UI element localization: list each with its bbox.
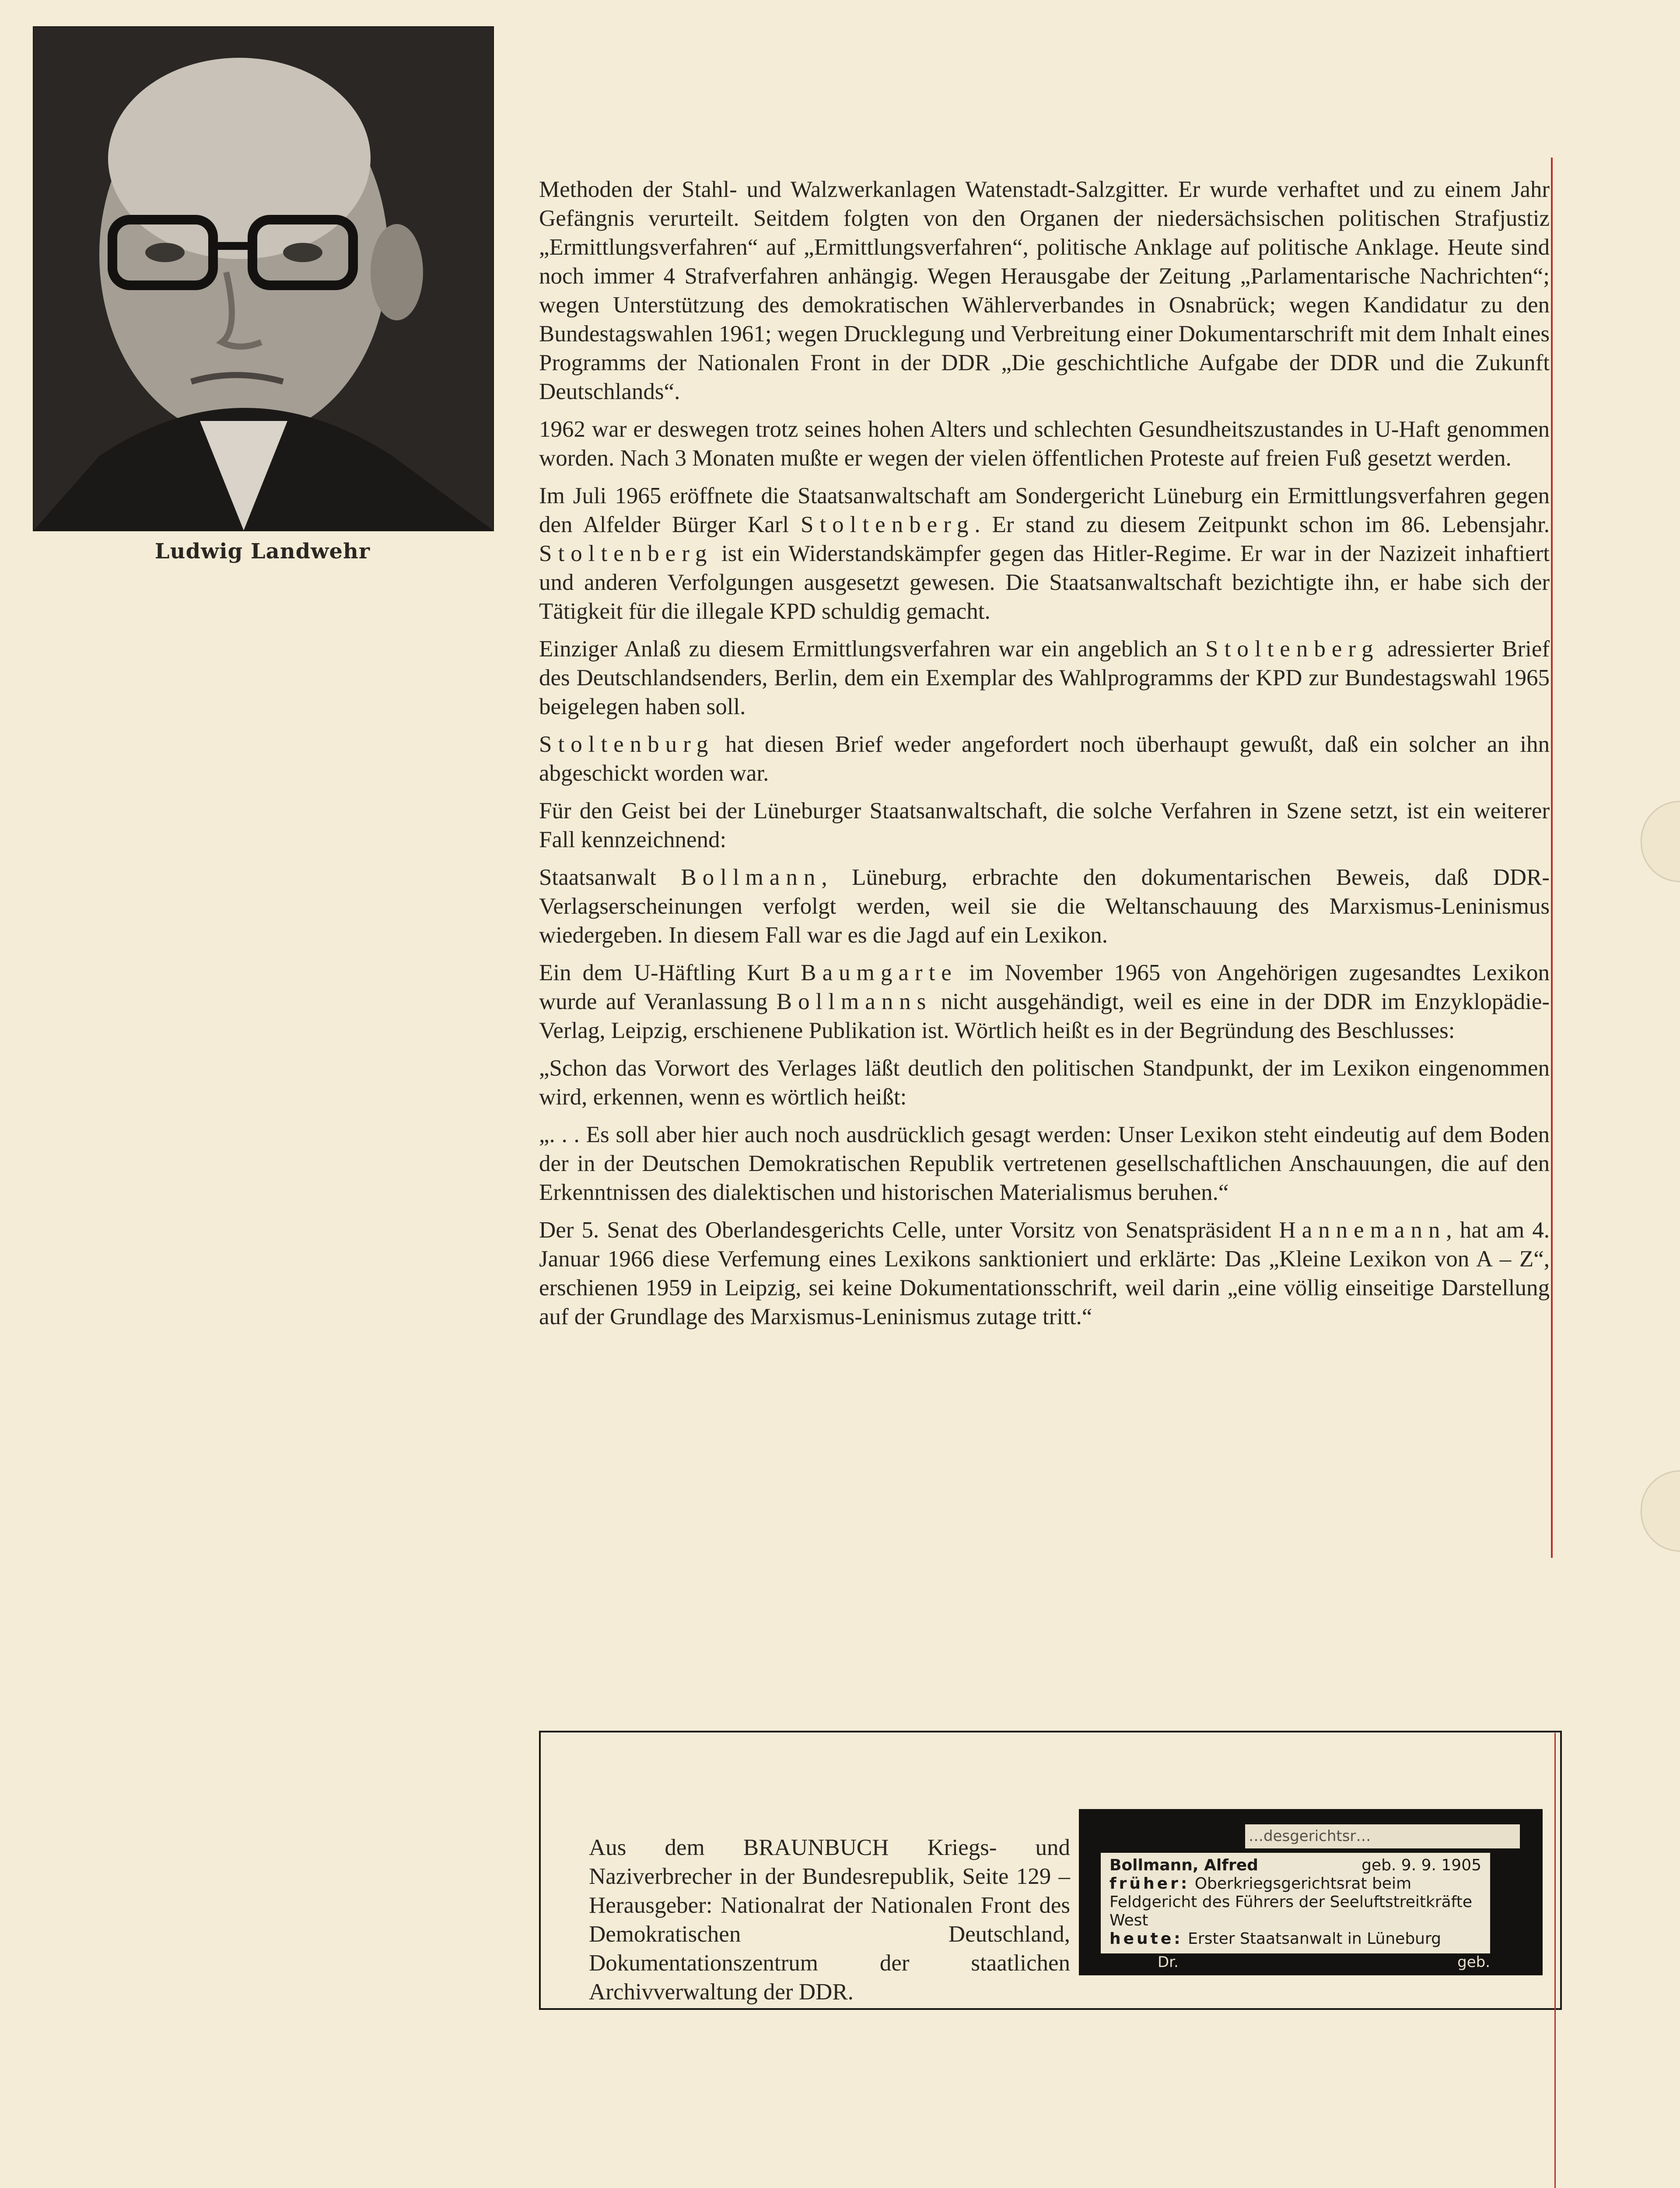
paragraph <box>539 958 1550 1045</box>
text-run: ist ein Widerstandskämpfer gegen das Hitler-Regime. Er war in der Nazizeit inhaftiert und anderen Verfolgungen ausgesetzt gewesen. Die Staatsanwaltschaft bezichtigte ihn, er habe sich der Tätigkeit für die illegale KPD schuldig gemacht. <box>539 541 1550 624</box>
paragraph <box>539 1216 1550 1331</box>
text-run: im November 1965 von Angehörigen zugesandtes Lexikon wurde auf Veranlassung <box>539 960 1550 1014</box>
spaced-name: Baumgarte <box>801 960 958 985</box>
braunbuch-clipping <box>1079 1809 1543 1975</box>
braunbuch-box <box>539 1731 1562 2010</box>
text-run: hat diesen Brief weder angefordert noch überhaupt gewußt, daß ein solcher an ihn abgeschickt worden war. <box>539 732 1550 786</box>
clipping-now-text: Erster Staatsanwalt in Lüneburg <box>1188 1930 1442 1948</box>
clipping-entry <box>1101 1853 1490 1953</box>
spaced-name: Stoltenberg <box>800 512 975 537</box>
text-run: „. . . Es soll aber hier auch noch ausdrücklich gesagt werden: Unser Lexikon steht eindeutig auf dem Boden der in der Deutschen Demokratischen Republik vertretenen gesellschaftlichen Anschauungen, die auf den Erkenntnissen des dialektischen und historischen Materialismus beruhen.“ <box>539 1122 1550 1205</box>
text-run: , hat am 4. Januar 1966 diese Verfemung eines Lexikons sanktioniert und erklärte: Das „Kleine Lexikon von A – Z“, erschienen 1959 in Leipzig, sei keine Dokumentationsschrift, weil darin „eine völlig einseitige Darstellung auf der Grundlage des Marxismus-Leninismus zutage tritt.“ <box>539 1217 1550 1329</box>
text-run: Der 5. Senat des Oberlandesgerichts Celle, unter Vorsitz von Senatspräsident <box>539 1217 1279 1243</box>
paragraph <box>539 415 1550 473</box>
clipping-now-label: heute: <box>1110 1930 1183 1948</box>
paragraph <box>539 1120 1550 1207</box>
spaced-name: Bollmann <box>681 865 822 890</box>
spaced-name: Bollmanns <box>776 989 932 1014</box>
clipping-bottom-fragment <box>1158 1953 1490 1971</box>
punch-hole-lower <box>1641 1470 1680 1552</box>
clipping-bottom-left: Dr. <box>1158 1953 1179 1971</box>
text-run: Im Juli 1965 eröffnete die Staatsanwaltschaft am Sondergericht Lüneburg ein Ermittlungsverfahren gegen den Alfelder Bürger Karl <box>539 483 1550 537</box>
text-run: adressierter Brief des Deutschlandsenders, Berlin, dem ein Exemplar des Wahlprogramms der KPD zur Bundestagswahl 1965 beigelegen haben soll. <box>539 636 1550 719</box>
text-run: Ein dem U-Häftling Kurt <box>539 960 801 985</box>
spaced-name: Hannemann <box>1279 1217 1446 1243</box>
text-run: „Schon das Vorwort des Verlages läßt deutlich den politischen Standpunkt, der im Lexikon eingenommen wird, erkennen, wenn es wörtlich heißt: <box>539 1055 1550 1110</box>
text-run: Methoden der Stahl- und Walzwerkanlagen Watenstadt-Salzgitter. Er wurde verhaftet und zu einem Jahr Gefängnis verurteilt. Seitdem folgten von den Organen der niedersächsischen politischen Strafjustiz „Ermittlungsverfahren“ auf „Ermittlungsverfahren“, politische Anklage auf politische Anklage. Heute sind noch immer 4 Strafverfahren anhängig. Wegen Herausgabe der Zeitung „Parlamentarische Nachrichten“; wegen Unterstützung des demokratischen Wählerverbandes in Osnabrück; wegen Kandidatur zu den Bundestagswahlen 1961; wegen Drucklegung und Verbreitung einer Dokumentarschrift mit dem Inhalt eines Programms der Nationalen Front in der DDR „Die geschichtliche Aufgabe der DDR und die Zukunft Deutschlands“. <box>539 177 1550 404</box>
clipping-bottom-right: geb. <box>1457 1953 1490 1971</box>
paragraph <box>539 730 1550 788</box>
spaced-name: Stoltenburg <box>539 732 714 757</box>
clipping-top-fragment: …desgerichtsr… <box>1245 1824 1520 1848</box>
paragraph <box>539 481 1550 626</box>
punch-hole-upper <box>1641 801 1680 882</box>
box-source-text: Aus dem BRAUNBUCH Kriegs- und Naziverbrecher in der Bundesrepublik, Seite 129 – Herausgeber: Nationalrat der Nationalen Front des Demokratischen Deutschland, Dokumentationszentrum der staatlichen Archivverwaltung der DDR. <box>589 1835 1070 2005</box>
paragraph <box>539 863 1550 950</box>
text-run: 1962 war er deswegen trotz seines hohen Alters und schlechten Gesundheitszustandes in U-Haft genommen worden. Nach 3 Monaten mußte er wegen der vielen öffentlichen Proteste auf freien Fuß gesetzt werden. <box>539 417 1550 471</box>
spaced-name: Stoltenberg <box>539 541 713 566</box>
spaced-name: Stoltenberg <box>1205 636 1379 662</box>
portrait-photo <box>33 26 494 531</box>
photo-caption: Ludwig Landwehr <box>154 539 371 564</box>
clipping-name: Bollmann, Alfred <box>1110 1856 1258 1874</box>
margin-line-right <box>1551 158 1553 1558</box>
paragraph <box>539 175 1550 406</box>
clipping-birth: geb. 9. 9. 1905 <box>1362 1856 1481 1874</box>
text-run: nicht ausgehändigt, weil es eine in der DDR im Enzyklopädie-Verlag, Leipzig, erschienene Publikation ist. Wörtlich heißt es in der Begründung des Beschlusses: <box>539 989 1550 1043</box>
text-run: Staatsanwalt <box>539 865 681 890</box>
paragraph <box>539 635 1550 721</box>
clipping-before-text: Oberkriegsgerichtsrat beim Feldgericht des Führers der Seeluftstreitkräfte West <box>1110 1875 1472 1929</box>
portrait-image <box>34 27 493 530</box>
paragraph <box>539 1054 1550 1112</box>
text-run: . Er stand zu diesem Zeitpunkt schon im 86. Lebensjahr. <box>974 512 1550 537</box>
text-run: Für den Geist bei der Lüneburger Staatsanwaltschaft, die solche Verfahren in Szene setzt, ist ein weiterer Fall kennzeichnend: <box>539 798 1550 852</box>
clipping-before-label: früher: <box>1110 1875 1190 1893</box>
text-run: Einziger Anlaß zu diesem Ermittlungsverfahren war ein angeblich an <box>539 636 1206 662</box>
article-body <box>539 175 1550 1340</box>
paragraph <box>539 796 1550 854</box>
text-run: , Lüneburg, erbrachte den dokumentarischen Beweis, daß DDR-Verlagserscheinungen verfolgt werden, weil sie die Weltanschauung des Marxismus-Leninismus wiedergeben. In diesem Fall war es die Jagd auf ein Lexikon. <box>539 865 1550 948</box>
margin-line-right-2 <box>1554 1733 1556 2188</box>
